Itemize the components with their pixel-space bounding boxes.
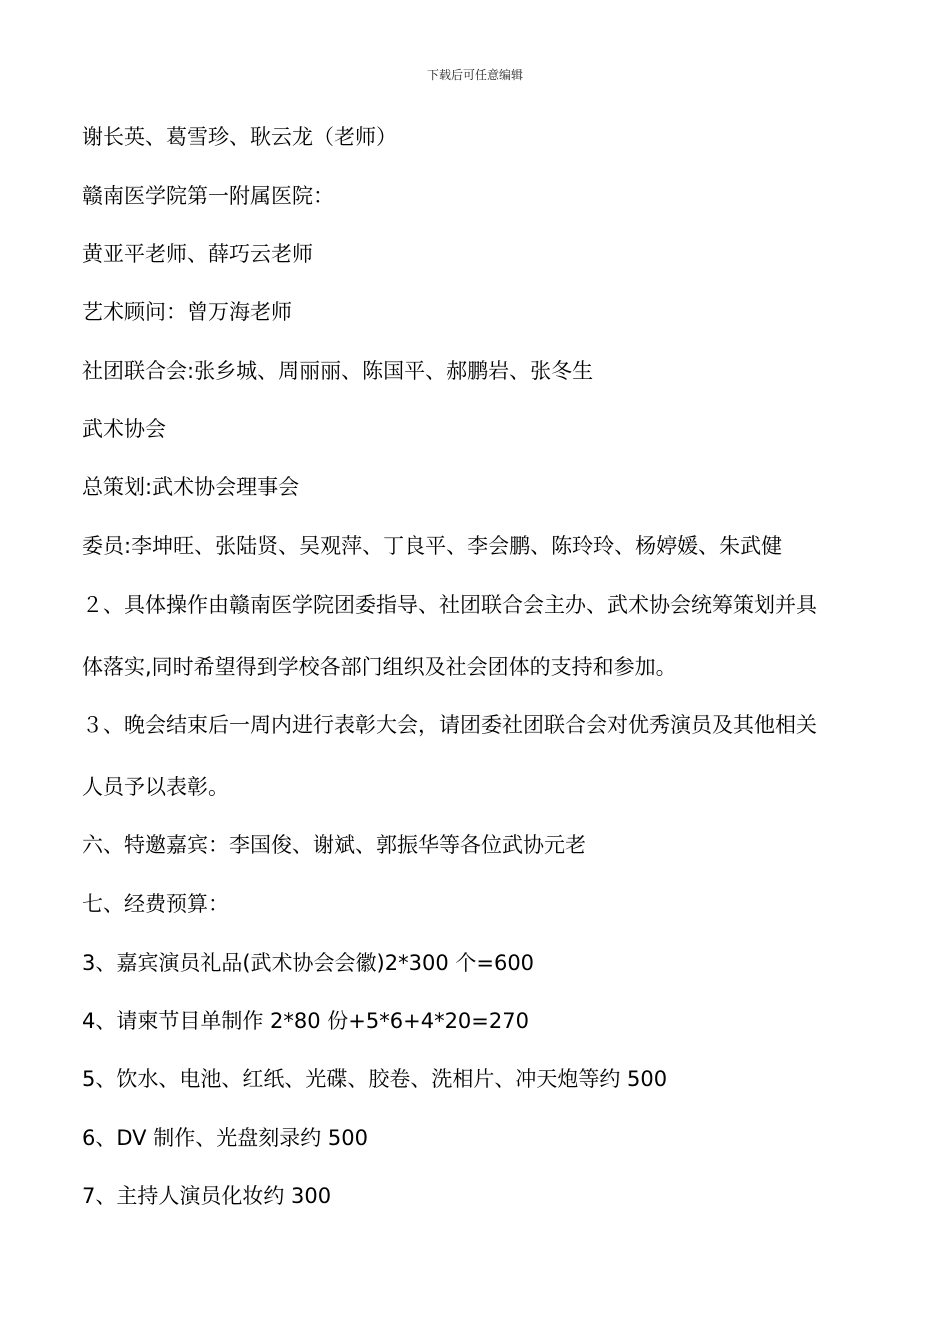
text-line-teachers: 谢长英、葛雪珍、耿云龙（老师） <box>82 125 397 149</box>
text-line-hospital: 赣南医学院第一附属医院： <box>82 184 334 208</box>
text-line-art-advisor: 艺术顾问：曾万海老师 <box>82 300 292 324</box>
text-line-guests: 六、特邀嘉宾：李国俊、谢斌、郭振华等各位武协元老 <box>82 833 586 857</box>
text-line-budget-4: 4、请柬节目单制作 2*80 份+5*6+4*20=270 <box>82 1009 529 1033</box>
text-line-chief-planner: 总策划:武术协会理事会 <box>82 475 300 499</box>
text-line-budget-6: 6、DV 制作、光盘刻录约 500 <box>82 1126 368 1150</box>
text-line-committee: 委员:李坤旺、张陆贤、吴观萍、丁良平、李会鹏、陈玲玲、杨婷媛、朱武健 <box>82 534 783 558</box>
text-line-hospital-teachers: 黄亚平老师、薛巧云老师 <box>82 242 313 266</box>
text-line-budget-3: 3、嘉宾演员礼品(武术协会会徽)2*300 个=600 <box>82 951 535 975</box>
text-line-budget-heading: 七、经费预算： <box>82 892 229 916</box>
text-line-club-union: 社团联合会:张乡城、周丽丽、陈国平、郝鹏岩、张冬生 <box>82 359 594 383</box>
text-line-item-2a: ２、具体操作由赣南医学院团委指导、社团联合会主办、武术协会统筹策划并具 <box>82 593 817 617</box>
text-line-budget-7: 7、主持人演员化妆约 300 <box>82 1184 332 1208</box>
text-line-budget-5: 5、饮水、电池、红纸、光碟、胶卷、洗相片、冲天炮等约 500 <box>82 1067 668 1091</box>
page-header-note: 下载后可任意编辑 <box>426 68 523 82</box>
text-line-item-3a: ３、晚会结束后一周内进行表彰大会，请团委社团联合会对优秀演员及其他相关 <box>82 713 817 737</box>
text-line-item-3b: 人员予以表彰。 <box>82 775 229 799</box>
text-line-wushu-assoc: 武术协会 <box>82 417 166 441</box>
text-line-item-2b: 体落实,同时希望得到学校各部门组织及社会团体的支持和参加。 <box>82 655 677 679</box>
